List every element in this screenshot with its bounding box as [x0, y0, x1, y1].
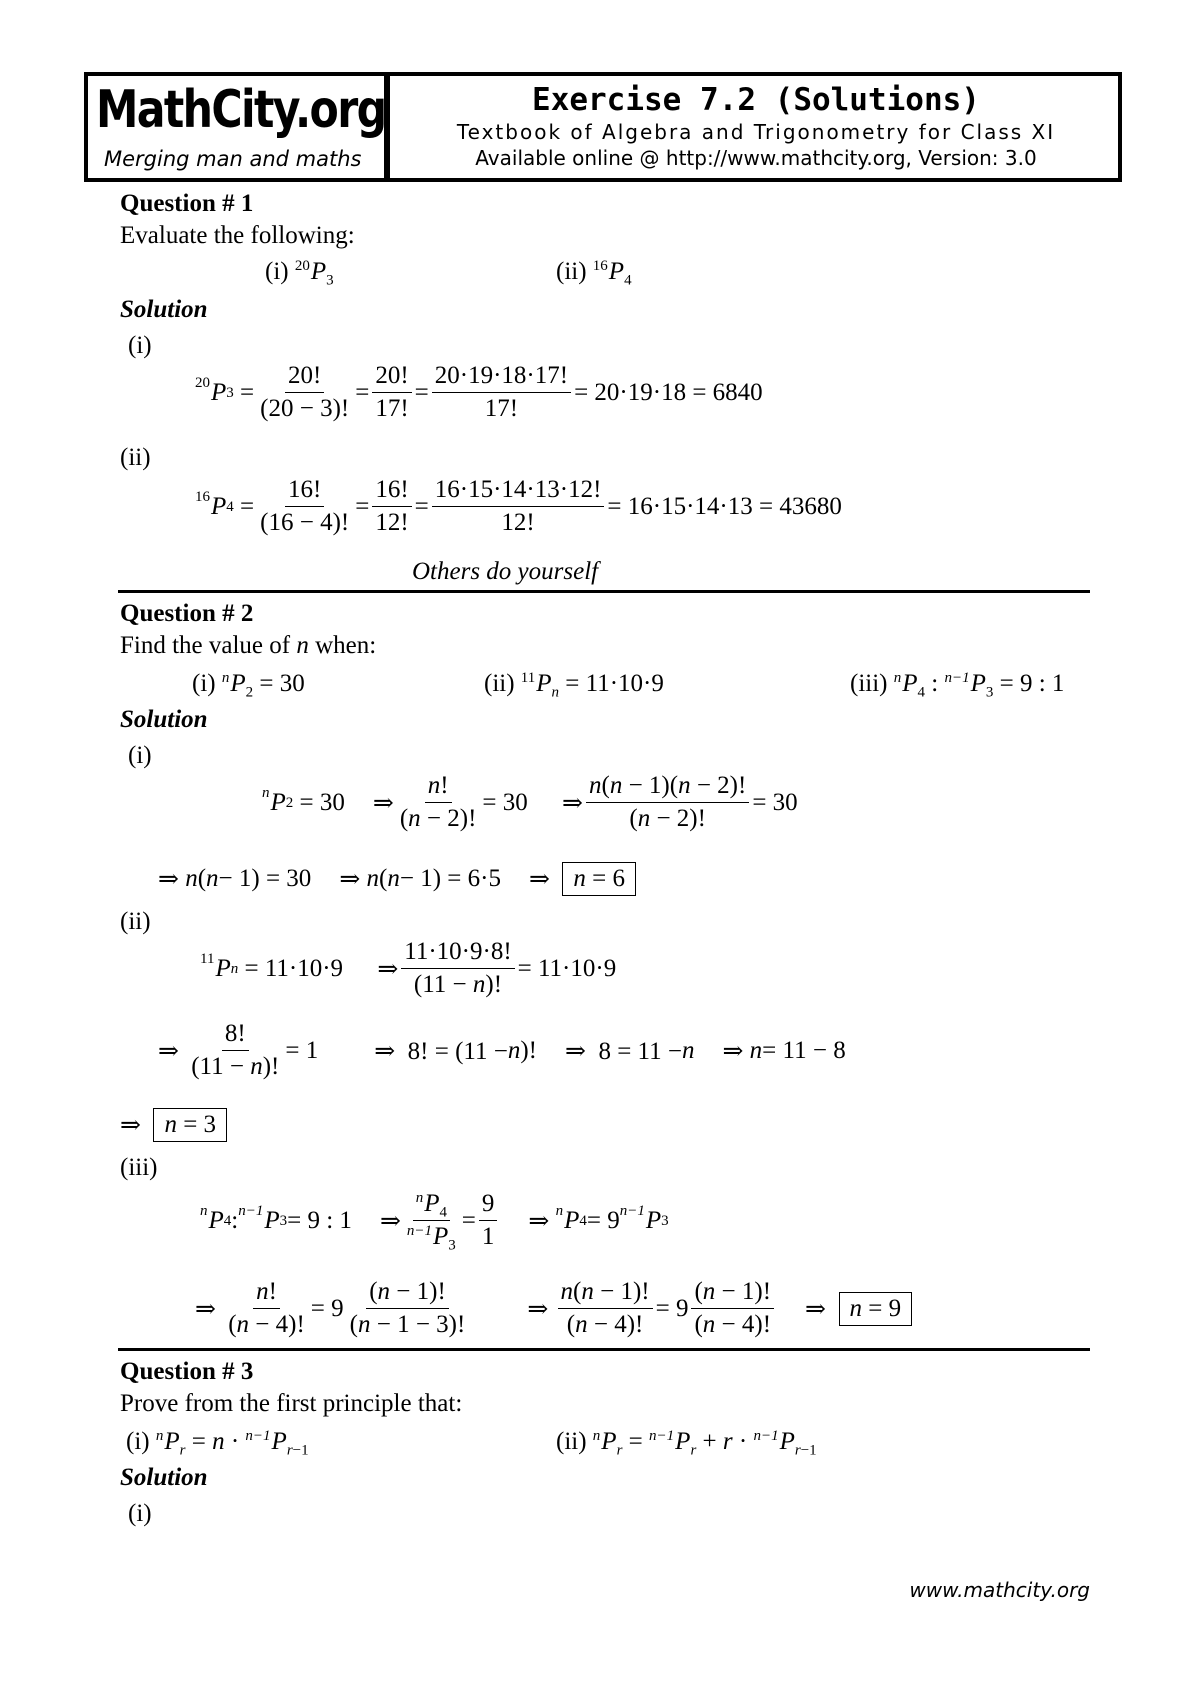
q2-ii-line-3: ⇒ n = 3 [120, 1108, 227, 1142]
solution-part-label: (i) [128, 742, 152, 769]
q2-iii-line-2: ⇒ $\frac{n!}{(n - 4)!}$ = 9 $\frac{(n - 1)!}{(n - 1 - 3)!}$ ⇒ $\frac{n(n - 1)!}{(n - 4)!}$ = 9 $\frac{(n - 1)!}{(n - 4)!}$ ⇒ n = 9 [195, 1278, 912, 1339]
part-label: (i) [126, 1428, 150, 1455]
q2-ii-line-1: 11 P n = 11·10·9 ⇒ $\frac{11\cdot 10\cdot 9\cdot 8!}{(11 - n)!}$ = 11·10·9 [200, 938, 617, 998]
solution-part-label: (i) [128, 1500, 152, 1527]
logo-title[interactable]: MathCity.org [96, 80, 386, 140]
question-2-heading: Question # 2 [120, 600, 254, 627]
solution-label: Solution [120, 1464, 208, 1491]
answer-box: n = 9 [839, 1292, 913, 1326]
textbook-title: Textbook of Algebra and Trigonometry for Class XI [456, 120, 1056, 144]
solution-part-label: (ii) [120, 444, 151, 471]
answer-box: n = 3 [153, 1108, 227, 1142]
q2-i-line-2: ⇒ n ( n − 1) = 30 ⇒ n ( n − 1) = 6·5 ⇒ n = 6 [158, 862, 636, 896]
prompt-start: Find the value of [120, 632, 291, 659]
solution-part-label: (iii) [120, 1154, 158, 1181]
question-3-heading: Question # 3 [120, 1358, 254, 1385]
question-2-part-iii: (iii) $^nP_4$ : $^{n-1}P_3 = 9$ : 1 [850, 670, 1065, 701]
prompt-end: when: [315, 632, 377, 659]
logo-tagline: Merging man and maths [104, 147, 362, 171]
question-1-part-i: (i) $^{20}P_3$ [265, 258, 334, 289]
part-label: (i) [192, 670, 216, 697]
availability-line: Available online @ http://www.mathcity.org, Version: 3.0 [475, 146, 1037, 170]
answer-box: n = 6 [562, 862, 636, 896]
question-2-part-ii: (ii) $^{11}P_n = 11\cdot 10\cdot 9$ [484, 670, 664, 701]
section-divider [118, 1348, 1090, 1351]
question-1-heading: Question # 1 [120, 190, 254, 217]
q2-iii-line-1: n P 4 : n−1 P 3 = 9 : 1 ⇒ $\frac{^nP_4}{^{n-1}P_3}$ = $\frac{9}{1}$ ⇒ n P 4 = 9 n−1 P 3 [200, 1190, 669, 1254]
part-label: (ii) [556, 1428, 587, 1455]
question-3-prompt: Prove from the first principle that: [120, 1390, 463, 1417]
question-2-prompt: Find the value of n when: [120, 632, 377, 659]
q2-i-line-1: n P 2 = 30 ⇒ $\frac{n!}{(n - 2)!}$ = 30 ⇒ $\frac{n(n - 1)(n - 2)!}{(n - 2)!}$ = 30 [262, 772, 798, 832]
part-label: (ii) [484, 670, 515, 697]
question-3-part-ii: (ii) $^nP_r = ^{n-1}P_r + r \cdot ^{n-1}P_{r-1}$ [556, 1428, 817, 1459]
q1-equation-ii: 16 P 4 = $\frac{16!}{(16 - 4)!}$ = $\frac{16!}{12!}$ = $\frac{16\cdot 15\cdot 14\cdot 13\cdot 12!}{12!}$ = 16·15·14·13 = 43680 [195, 476, 842, 536]
footer-url[interactable]: www.mathcity.org [909, 1578, 1090, 1602]
solution-label: Solution [120, 296, 208, 323]
part-label: (iii) [850, 670, 888, 697]
question-2-part-i: (i) $^nP_2 = 30$ [192, 670, 305, 701]
q2-ii-line-2: ⇒ $\frac{8!}{(11 - n)!}$ = 1 ⇒ 8! = (11 − n )! ⇒ 8 = 11 − n ⇒ n = 11 − 8 [158, 1020, 846, 1080]
part-label: (i) [265, 258, 289, 285]
solution-part-label: (ii) [120, 908, 151, 935]
solution-part-label: (i) [128, 332, 152, 359]
exercise-title: Exercise 7.2 (Solutions) [532, 82, 980, 118]
question-1-prompt: Evaluate the following: [120, 222, 355, 249]
question-3-part-i: (i) $^nP_r = n \cdot ^{n-1}P_{r-1}$ [126, 1428, 309, 1459]
solution-label: Solution [120, 706, 208, 733]
part-label: (ii) [556, 258, 587, 285]
q1-equation-i: 20 P 3 = $\frac{20!}{(20 - 3)!}$ = $\frac{20!}{17!}$ = $\frac{20\cdot 19\cdot 18\cdot 17!}{17!}$ = 20·19·18 = 6840 [195, 362, 763, 422]
question-1-part-ii: (ii) $^{16}P_4$ [556, 258, 632, 289]
others-note: Others do yourself [412, 558, 599, 585]
section-divider [118, 590, 1090, 593]
